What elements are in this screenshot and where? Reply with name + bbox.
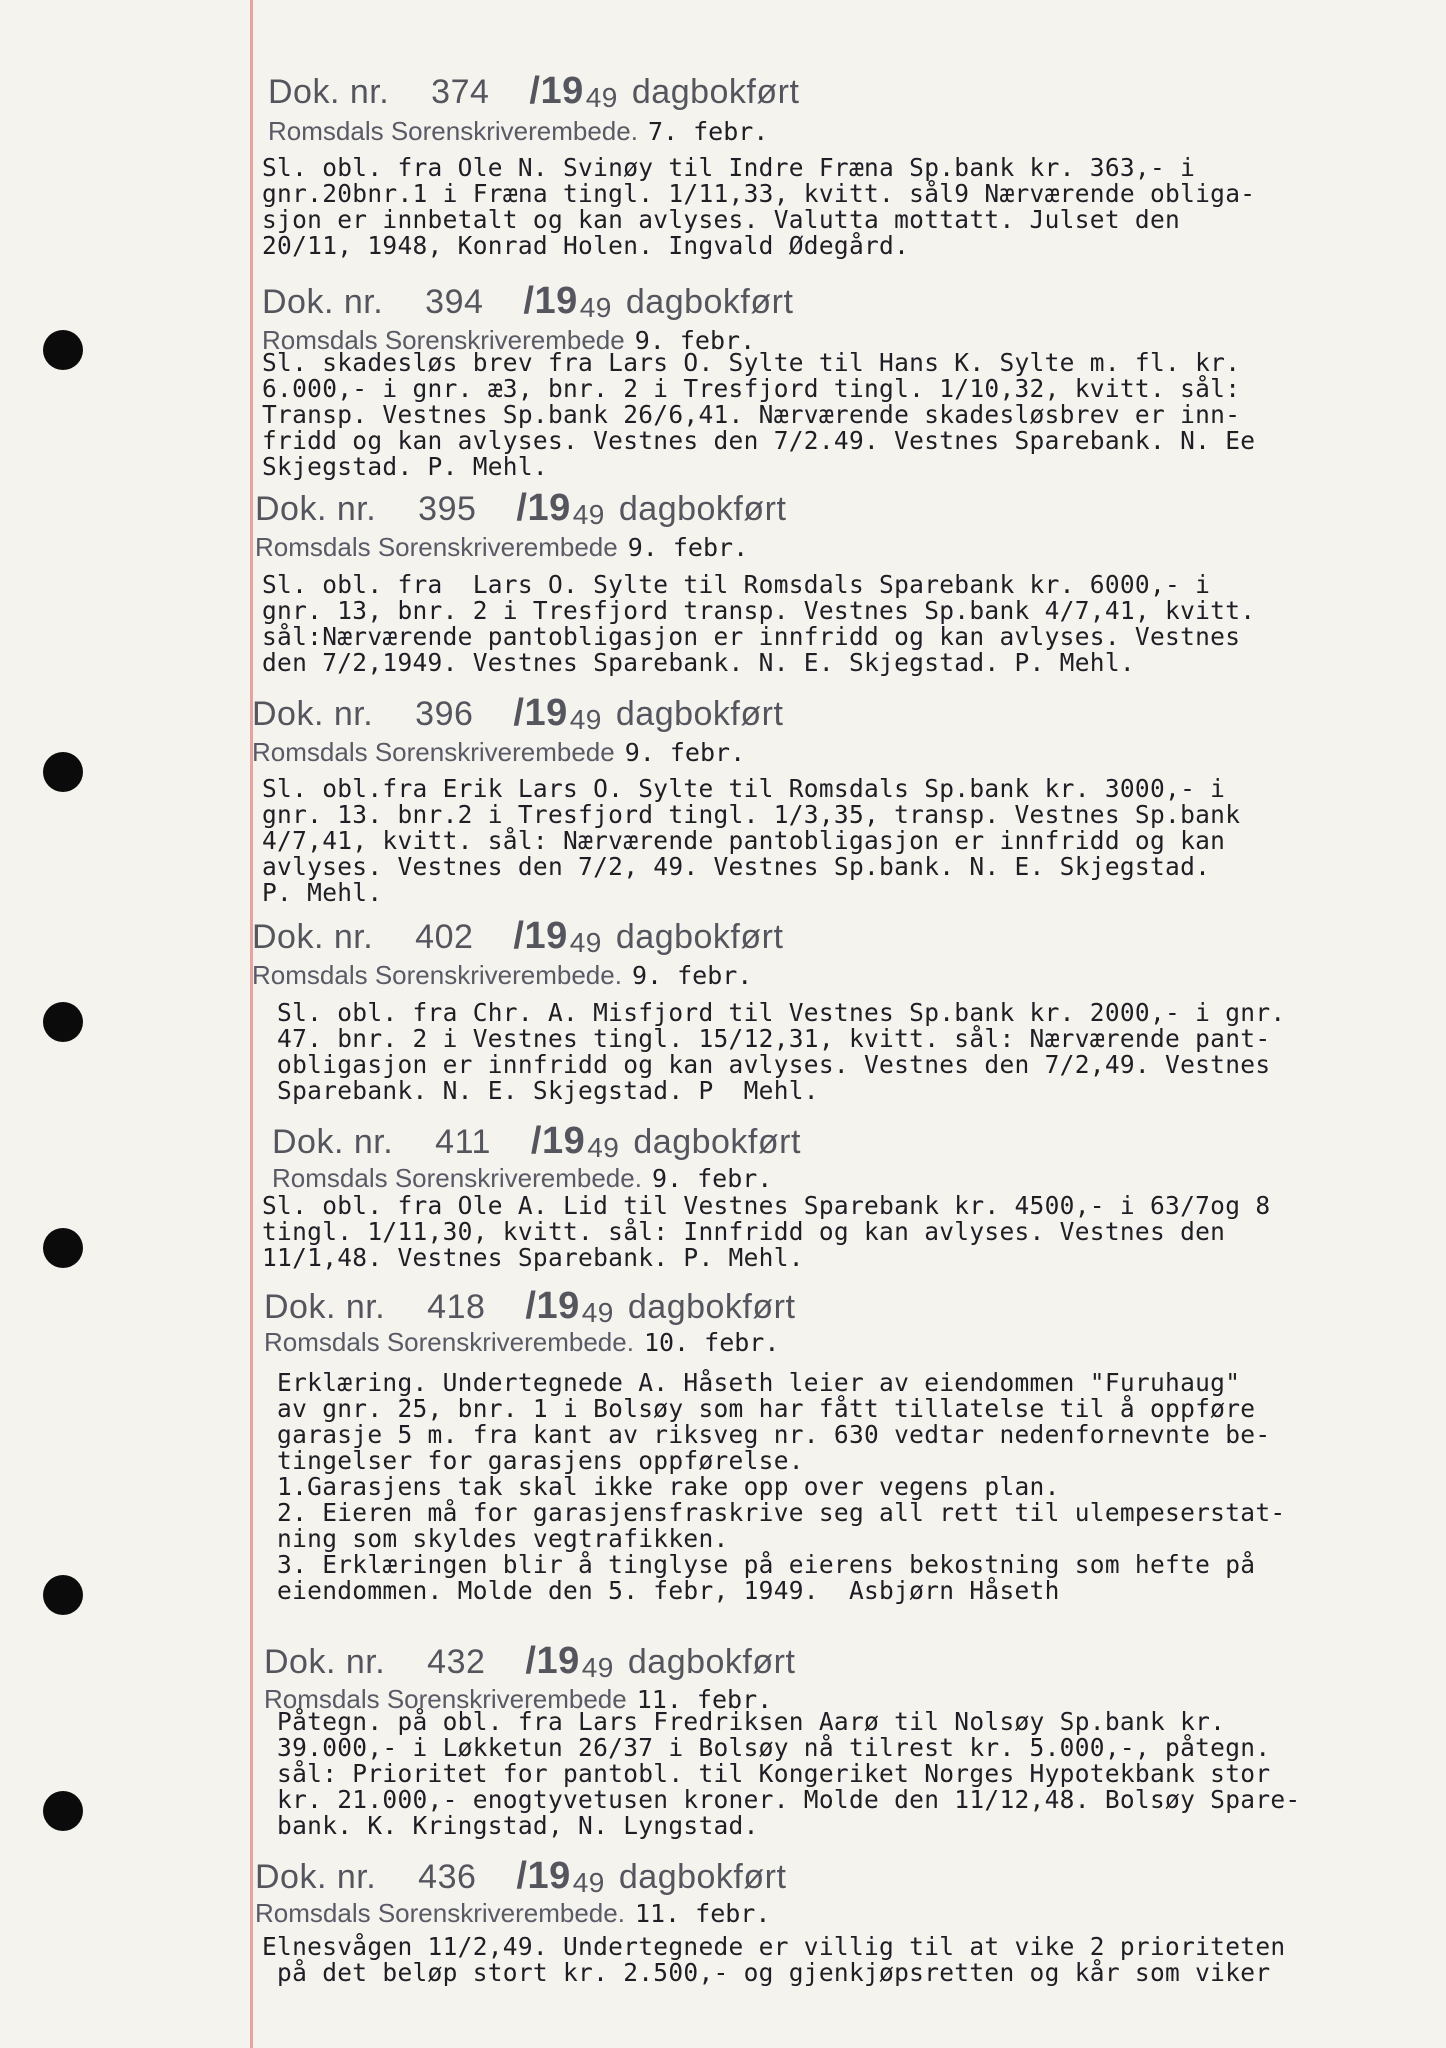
entry-text-line: Erklæring. Undertegnede A. Håseth leier av eiendommen "Furuhaug" [262, 1368, 1241, 1397]
entry-text-line: gnr.20bnr.1 i Fræna tingl. 1/11,33, kvitt. sål9 Nærværende obliga- [262, 179, 1256, 208]
entry-text-line: eiendommen. Molde den 5. febr, 1949. Asbjørn Håseth [262, 1576, 1060, 1605]
entry-stamp [268, 70, 799, 114]
entry-stamp [272, 1120, 801, 1164]
entry-text-line: den 7/2,1949. Vestnes Sparebank. N. E. Skjegstad. P. Mehl. [262, 648, 1135, 677]
entry-date: 11. febr. [636, 1685, 773, 1714]
entry-text-line: 20/11, 1948, Konrad Holen. Ingvald Ødegård. [262, 231, 910, 260]
entry-text-line: 47. bnr. 2 i Vestnes tingl. 15/12,31, kvitt. sål: Nærværende pant- [262, 1024, 1271, 1053]
doc-number: 374 [431, 73, 490, 111]
entry-stamp [252, 692, 783, 736]
doc-number: 411 [435, 1123, 491, 1161]
entry-text-line: garasje 5 m. fra kant av riksveg nr. 630 vedtar nedenfornevnte be- [262, 1420, 1271, 1449]
doc-year-suffix: 49 [569, 704, 602, 735]
entry-text-line: gnr. 13, bnr. 2 i Tresfjord transp. Vestnes Sp.bank 4/7,41, kvitt. [262, 596, 1256, 625]
entry-stamp [264, 1285, 795, 1329]
doc-year-prefix: /19 [525, 1285, 580, 1327]
entry-text-line: 1.Garasjens tak skal ikke rake opp over vegens plan. [262, 1472, 1060, 1501]
doc-label: Dok. nr. [272, 1123, 394, 1161]
entry-text-line: Sl. obl. fra Lars O. Sylte til Romsdals Sparebank kr. 6000,- i [262, 570, 1211, 599]
office-name: Romsdals Sorenskriverembede. [268, 116, 638, 146]
doc-year-prefix: /19 [516, 487, 571, 529]
doc-number: 395 [418, 490, 477, 528]
doc-number: 432 [427, 1643, 486, 1681]
entry-stamp [262, 280, 793, 324]
entry-text [262, 1000, 1432, 1104]
doc-label: Dok. nr. [252, 695, 374, 733]
entry-text-line: 11/1,48. Vestnes Sparebank. P. Mehl. [262, 1243, 804, 1272]
doc-number: 436 [418, 1858, 477, 1896]
entry-date: 9. febr. [624, 738, 746, 767]
office-stamp-line [255, 532, 748, 563]
punch-hole [43, 330, 83, 370]
punch-hole [43, 1791, 83, 1831]
entry-date: 7. febr. [647, 117, 769, 146]
entry-text-line: 4/7,41, kvitt. sål: Nærværende pantobligasjon er innfridd og kan [262, 826, 1226, 855]
entry-text-line: Sl. skadesløs brev fra Lars O. Sylte til Hans K. Sylte m. fl. kr. [262, 348, 1241, 377]
entry-text-line: 6.000,- i gnr. æ3, bnr. 2 i Tresfjord tingl. 1/10,32, kvitt. sål: [262, 374, 1241, 403]
doc-year-suffix: 49 [569, 927, 602, 958]
entry-text [262, 155, 1432, 259]
entry-text-line: Elnesvågen 11/2,49. Undertegnede er villig til at vike 2 prioriteten [262, 1932, 1286, 1961]
entry-text-line: bank. K. Kringstad, N. Lyngstad. [262, 1811, 759, 1840]
doc-label: Dok. nr. [255, 490, 377, 528]
doc-year-suffix: 49 [581, 1297, 614, 1328]
office-name: Romsdals Sorenskriverembede. [264, 1327, 634, 1357]
entry-stamp [255, 1855, 786, 1899]
entry-text [262, 776, 1432, 906]
entry-text-line: Skjegstad. P. Mehl. [262, 452, 548, 481]
entry-text-line: fridd og kan avlyses. Vestnes den 7/2.49. Vestnes Sparebank. N. Ee [262, 426, 1256, 455]
punch-hole [43, 1002, 83, 1042]
entry-text-line: tingl. 1/11,30, kvitt. sål: Innfridd og kan avlyses. Vestnes den [262, 1217, 1226, 1246]
doc-number: 394 [425, 283, 484, 321]
entry-text-line: Sl. obl. fra Chr. A. Misfjord til Vestnes Sp.bank kr. 2000,- i gnr. [262, 998, 1286, 1027]
entry-text-line: Sl. obl. fra Ole N. Svinøy til Indre Fræna Sp.bank kr. 363,- i [262, 153, 1196, 182]
doc-number: 396 [415, 695, 474, 733]
doc-label: Dok. nr. [252, 918, 374, 956]
entry-text-line: kr. 21.000,- enogtyvetusen kroner. Molde den 11/12,48. Bolsøy Spare- [262, 1785, 1301, 1814]
registered-stamp: dagbokført [615, 918, 784, 956]
entry-text-line: Sl. obl.fra Erik Lars O. Sylte til Romsdals Sp.bank kr. 3000,- i [262, 774, 1226, 803]
entry-text-line: 3. Erklæringen blir å tinglyse på eierens bekostning som hefte på [262, 1550, 1256, 1579]
entry-date: 10. febr. [643, 1328, 780, 1357]
doc-label: Dok. nr. [264, 1288, 386, 1326]
entry-stamp [255, 487, 786, 531]
entry-stamp [252, 915, 783, 959]
office-stamp-line [272, 1163, 772, 1194]
doc-year-prefix: /19 [513, 915, 568, 957]
entry-text-line: sål: Prioritet for pantobl. til Kongeriket Norges Hypotekbank stor [262, 1759, 1271, 1788]
doc-number: 418 [427, 1288, 486, 1326]
entry-date: 11. febr. [634, 1899, 771, 1928]
registered-stamp: dagbokført [633, 1123, 801, 1161]
office-stamp-line [268, 116, 768, 147]
entry-text [262, 1709, 1432, 1839]
entry-text-line: sjon er innbetalt og kan avlyses. Valutta mottatt. Julset den [262, 205, 1181, 234]
registered-stamp: dagbokført [627, 1643, 796, 1681]
entry-date: 9. febr. [631, 961, 753, 990]
doc-year-prefix: /19 [530, 1120, 586, 1162]
office-name: Romsdals Sorenskriverembede [255, 532, 618, 562]
punch-hole [43, 1228, 83, 1268]
doc-year-prefix: /19 [513, 692, 568, 734]
office-stamp-line [252, 960, 752, 991]
entry-text [262, 1934, 1432, 1986]
office-name: Romsdals Sorenskriverembede. [252, 960, 622, 990]
office-name: Romsdals Sorenskriverembede [264, 1684, 627, 1714]
entry-text-line: 2. Eieren må for garasjensfraskrive seg all rett til ulempeserstat- [262, 1498, 1286, 1527]
doc-label: Dok. nr. [255, 1858, 377, 1896]
registered-stamp: dagbokført [625, 283, 794, 321]
doc-year-prefix: /19 [523, 280, 578, 322]
doc-year-suffix: 49 [587, 1132, 620, 1163]
entry-date: 9. febr. [627, 533, 749, 562]
entry-text-line: avlyses. Vestnes den 7/2, 49. Vestnes Sp.bank. N. E. Skjegstad. [262, 852, 1211, 881]
entry-date: 9. febr. [651, 1164, 773, 1193]
doc-year-prefix: /19 [516, 1855, 571, 1897]
registered-stamp: dagbokført [615, 695, 784, 733]
doc-year-prefix: /19 [525, 1640, 580, 1682]
entry-stamp [264, 1640, 795, 1684]
entry-text-line: obligasjon er innfridd og kan avlyses. Vestnes den 7/2,49. Vestnes [262, 1050, 1271, 1079]
doc-label: Dok. nr. [268, 73, 390, 111]
office-stamp-line [255, 1898, 770, 1929]
registered-stamp: dagbokført [618, 490, 787, 528]
entry-text [262, 572, 1432, 676]
entry-date: 9. febr. [634, 326, 756, 355]
registered-stamp: dagbokført [631, 73, 800, 111]
office-name: Romsdals Sorenskriverembede. [272, 1163, 642, 1193]
entry-text-line: Sl. obl. fra Ole A. Lid til Vestnes Sparebank kr. 4500,- i 63/7og 8 [262, 1191, 1271, 1220]
entry-text-line: ning som skyldes vegtrafikken. [262, 1524, 729, 1553]
office-stamp-line [264, 1327, 779, 1358]
margin-rule [250, 0, 253, 2048]
registered-stamp: dagbokført [618, 1858, 787, 1896]
doc-label: Dok. nr. [264, 1643, 386, 1681]
entry-text-line: 39.000,- i Løkketun 26/37 i Bolsøy nå tilrest kr. 5.000,-, påtegn. [262, 1733, 1271, 1762]
entry-text-line: på det beløp stort kr. 2.500,- og gjenkjøpsretten og kår som viker [262, 1958, 1271, 1987]
doc-year-prefix: /19 [529, 70, 584, 112]
office-name: Romsdals Sorenskriverembede. [255, 1898, 625, 1928]
entry-text-line: gnr. 13. bnr.2 i Tresfjord tingl. 1/3,35, transp. Vestnes Sp.bank [262, 800, 1241, 829]
doc-year-suffix: 49 [572, 499, 605, 530]
registered-stamp: dagbokført [627, 1288, 796, 1326]
doc-label: Dok. nr. [262, 283, 384, 321]
entry-text-line: Påtegn. på obl. fra Lars Fredriksen Aarø til Nolsøy Sp.bank kr. [262, 1707, 1226, 1736]
doc-year-suffix: 49 [579, 292, 612, 323]
entry-text-line: av gnr. 25, bnr. 1 i Bolsøy som har fått tillatelse til å oppføre [262, 1394, 1256, 1423]
punch-hole [43, 1575, 83, 1615]
punch-hole [43, 752, 83, 792]
entry-text-line: Sparebank. N. E. Skjegstad. P Mehl. [262, 1076, 819, 1105]
entry-text [262, 350, 1432, 480]
office-stamp-line [252, 737, 745, 768]
doc-number: 402 [415, 918, 474, 956]
entry-text-line: P. Mehl. [262, 878, 383, 907]
office-name: Romsdals Sorenskriverembede [262, 325, 625, 355]
doc-year-suffix: 49 [572, 1867, 605, 1898]
entry-text [262, 1193, 1432, 1271]
entry-text-line: Transp. Vestnes Sp.bank 26/6,41. Nærværende skadesløsbrev er inn- [262, 400, 1241, 429]
entry-text-line: tingelser for garasjens oppførelse. [262, 1446, 804, 1475]
entry-text [262, 1370, 1432, 1604]
doc-year-suffix: 49 [581, 1652, 614, 1683]
doc-year-suffix: 49 [585, 82, 618, 113]
entry-text-line: sål:Nærværende pantobligasjon er innfridd og kan avlyses. Vestnes [262, 622, 1241, 651]
office-name: Romsdals Sorenskriverembede [252, 737, 615, 767]
